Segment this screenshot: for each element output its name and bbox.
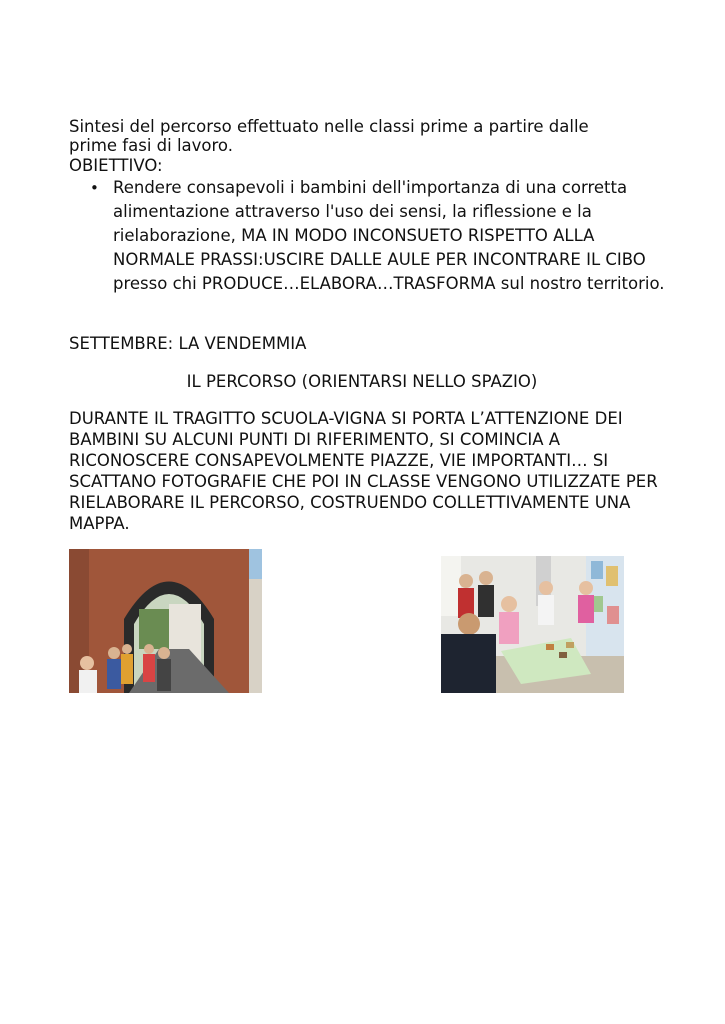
month-heading: SETTEMBRE: LA VENDEMMIA (69, 334, 307, 353)
description-paragraph: DURANTE IL TRAGITTO SCUOLA-VIGNA SI PORTA L’ATTENZIONE DEI BAMBINI SU ALCUNI PUNTI DI RIFERIMENTO, SI COMINCIA A RICONOSCERE CONSAPEVOLMENTE PIAZZE, VIE IMPORTANTI… SI SCATTANO FOTOGRAFIE CHE POI IN CLASSE VENGONO UTILIZZATE PER RIELABORARE IL PERCORSO, COSTRUENDO COLLETTIVAMENTE UNA MAPPA. (69, 409, 658, 533)
objective-bullet-text: Rendere consapevoli i bambini dell'importanza di una corretta alimentazione attraverso l'uso dei sensi, la riflessione e la rielaborazione, MA IN MODO INCONSUETO RISPETTO ALLA NORMALE PRASSI:USCIRE DALLE AULE PER INCONTRARE IL CIBO presso chi PRODUCE…ELABORA…TRASFORMA sul nostro territorio. (113, 178, 665, 293)
intro-line-2: prime fasi di lavoro. (69, 136, 233, 155)
intro-line-1: Sintesi del percorso effettuato nelle classi prime a partire dalle (69, 117, 589, 136)
archway-street-photo (69, 549, 262, 693)
section-title: IL PERCORSO (ORIENTARSI NELLO SPAZIO) (186, 372, 538, 391)
bullet-icon: • (90, 179, 99, 197)
intro-paragraph (69, 117, 659, 155)
objective-label: OBIETTIVO: (69, 156, 163, 175)
classroom-map-photo (441, 556, 624, 693)
